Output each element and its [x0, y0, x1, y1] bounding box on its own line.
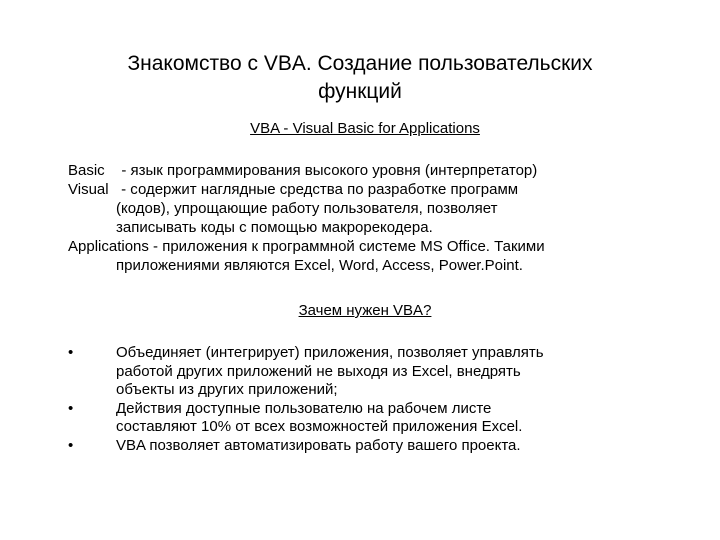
bullet-icon: • [68, 399, 74, 417]
bullet-line: составляют 10% от всех возможностей приложения Excel. [116, 418, 523, 435]
bullet-line: работой других приложений не выходя из Excel, внедрять [116, 362, 521, 380]
bullet-item [68, 437, 688, 456]
definition-basic-term: Basic [68, 162, 105, 179]
definition-basic-text: - язык программирования высокого уровня (интерпретатор) [121, 162, 538, 179]
slide-subtitle: VBA - Visual Basic for Applications [250, 120, 480, 137]
definition-applications-continuation: приложениями являются Excel, Word, Access, Power.Point. [116, 257, 523, 274]
slide-title-line-1: Знакомство с VBA. Создание пользовательских [127, 52, 593, 75]
definition-visual-text: - содержит наглядные средства по разработке программ [121, 181, 519, 198]
definition-applications: Applications - приложения к программной системе MS Office. Такими [68, 238, 545, 255]
definition-visual-continuation-2: записывать коды с помощью макрорекодера. [116, 219, 433, 236]
slide-title [60, 50, 660, 106]
definition-basic [68, 161, 708, 180]
bullet-icon: • [68, 436, 74, 454]
bullet-item [68, 344, 688, 400]
bullet-line: Действия доступные пользователю на рабочем листе [116, 399, 492, 417]
definition-visual-continuation-1: (кодов), упрощающие работу пользователя, позволяет [116, 200, 498, 217]
bullet-list [68, 344, 688, 455]
bullet-icon: • [68, 344, 74, 361]
bullet-item [68, 400, 688, 437]
slide-title-line-2: функций [318, 80, 402, 103]
bullet-line: объекты из других приложений; [116, 381, 338, 398]
bullet-line: Объединяет (интегрирует) приложения, позволяет управлять [116, 344, 544, 361]
definition-visual-term: Visual [68, 181, 109, 198]
definition-visual [68, 180, 708, 199]
definitions-block [68, 161, 708, 275]
why-vba-heading: Зачем нужен VBA? [298, 302, 432, 319]
bullet-line: VBA позволяет автоматизировать работу вашего проекта. [116, 436, 521, 454]
